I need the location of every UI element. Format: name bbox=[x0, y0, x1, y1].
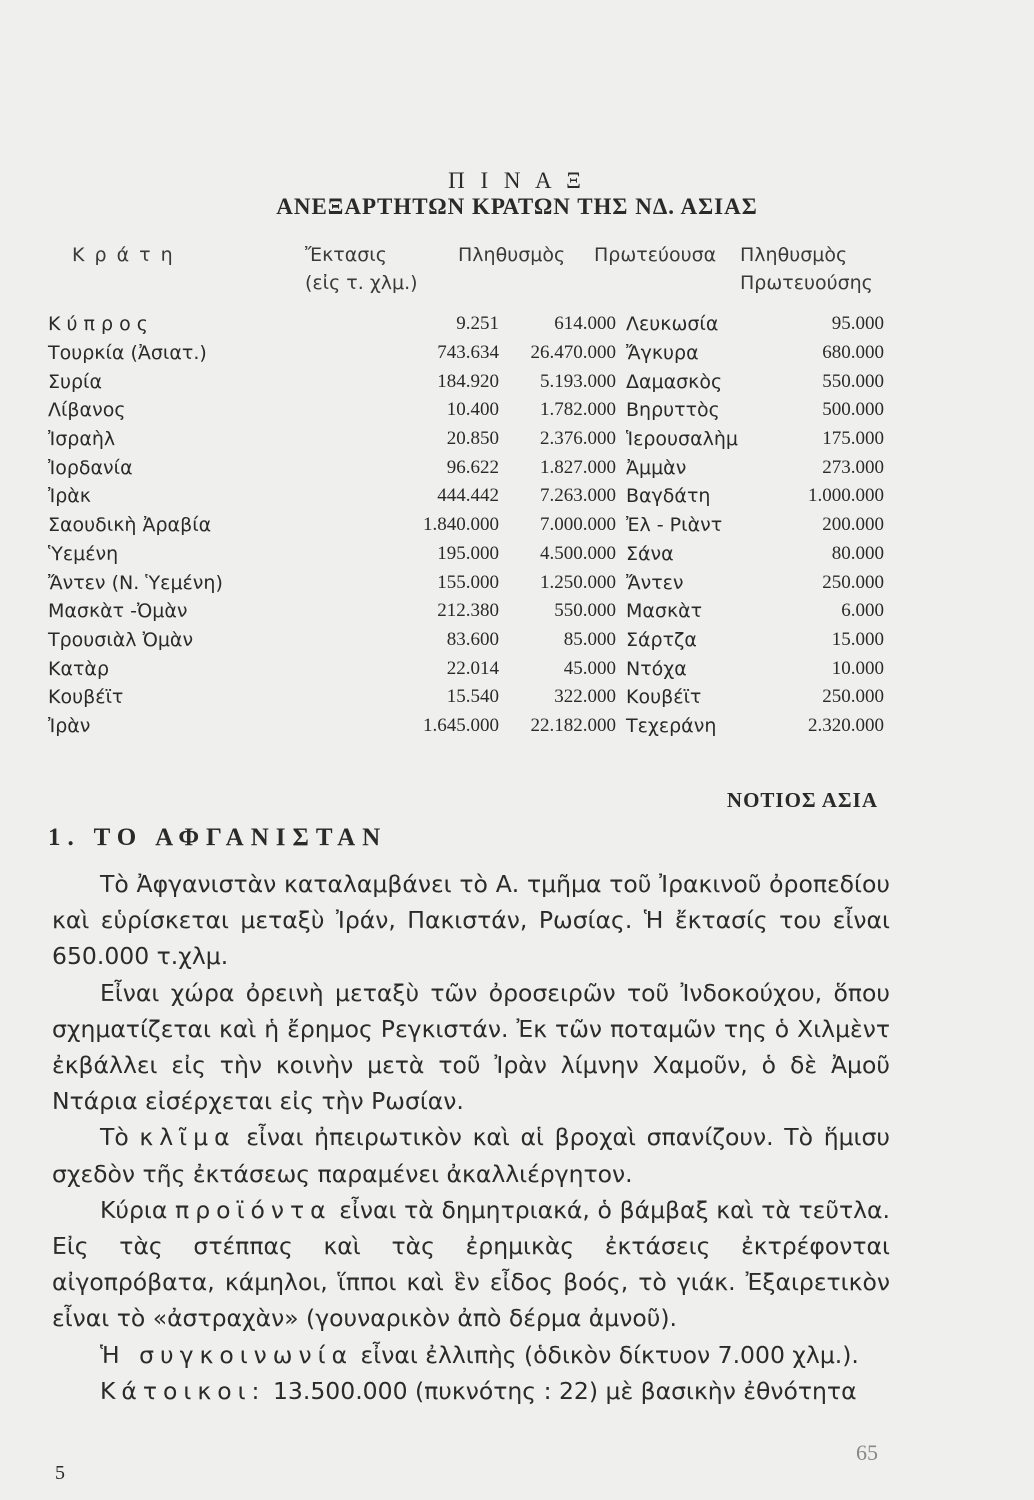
capital-population-cell: 500.000 bbox=[822, 399, 884, 421]
paragraph bbox=[52, 1119, 890, 1191]
area-cell: 444.442 bbox=[437, 485, 499, 507]
state-cell: Μασκὰτ -Ὀμὰν bbox=[48, 600, 188, 623]
capital-population-cell: 80.000 bbox=[831, 542, 884, 564]
table-row bbox=[48, 626, 884, 655]
state-cell: Τρουσιὰλ Ὀμὰν bbox=[48, 628, 194, 651]
paragraph bbox=[52, 1373, 890, 1409]
population-cell: 322.000 bbox=[554, 686, 616, 708]
capital-cell: Τεχεράνη bbox=[626, 714, 717, 737]
population-cell: 26.470.000 bbox=[530, 342, 616, 364]
area-cell: 83.600 bbox=[446, 628, 499, 650]
capital-population-cell: 10.000 bbox=[831, 657, 884, 679]
text: εἶναι ἐλλιπὴς (ὁδικὸν δίκτυον 7.000 χλμ.). bbox=[360, 1340, 859, 1369]
area-cell: 20.850 bbox=[446, 428, 499, 450]
capital-population-cell: 175.000 bbox=[822, 428, 884, 450]
capital-cell: Ἄγκυρα bbox=[626, 342, 699, 365]
population-cell: 1.827.000 bbox=[540, 456, 616, 478]
paragraph: Τὸ Ἀφγανιστὰν καταλαμβάνει τὸ Α. τμῆμα τοῦ Ἰρακινοῦ ὀροπεδίου καὶ εὑρίσκεται μεταξὺ Ἰράν, Πακιστάν, Ρωσίας. Ἡ ἔκτασίς του εἶναι 650.000 τ.χλμ. bbox=[52, 870, 890, 971]
population-cell: 550.000 bbox=[554, 600, 616, 622]
text: εἶναι τὰ δημητριακά, ὁ βάμβαξ καὶ τὰ τεῦτλα. Εἰς τὰς στέππας καὶ τὰς ἐρημικὰς ἐκτάσεις ἐκτρέφονται αἰγοπρόβατα, κάμηλοι, ἵπποι καὶ ἓν εἶδος βοός, τὸ γιάκ. Ἐξαιρετικὸν εἶναι τὸ «ἀστραχὰν» (γουναρικὸν ἀπὸ δέρμα ἀμνοῦ). bbox=[52, 1195, 890, 1333]
table-row bbox=[48, 683, 884, 712]
area-cell: 1.645.000 bbox=[423, 714, 499, 736]
capital-cell: Ἐλ - Ριὰντ bbox=[626, 514, 723, 537]
area-cell: 743.634 bbox=[437, 342, 499, 364]
capital-population-cell: 6.000 bbox=[841, 600, 884, 622]
capital-cell: Κουβέϊτ bbox=[626, 686, 702, 709]
header-area: Ἔκτασις bbox=[305, 244, 387, 266]
capital-cell: Λευκωσία bbox=[626, 313, 719, 336]
population-cell: 22.182.000 bbox=[530, 714, 616, 736]
header-area-unit: (εἰς τ. χλμ.) bbox=[305, 272, 418, 294]
page-number: 65 bbox=[856, 1440, 878, 1465]
population-cell: 2.376.000 bbox=[540, 428, 616, 450]
table-subtitle: ΑΝΕΞΑΡΤΗΤΩΝ ΚΡΑΤΩΝ ΤΗΣ ΝΔ. ΑΣΙΑΣ bbox=[276, 194, 758, 219]
capital-population-cell: 1.000.000 bbox=[808, 485, 884, 507]
spaced-term: Ἡ συγκοινωνία bbox=[100, 1340, 354, 1369]
capital-population-cell: 550.000 bbox=[822, 370, 884, 392]
population-cell: 1.250.000 bbox=[540, 571, 616, 593]
header-capital-population: Πληθυσμὸς bbox=[740, 244, 848, 266]
area-cell: 155.000 bbox=[437, 571, 499, 593]
table-row bbox=[48, 453, 884, 482]
capital-population-cell: 95.000 bbox=[831, 313, 884, 335]
text: εἶναι ἠπειρωτικὸν καὶ αἱ βροχαὶ σπανίζουν. Τὸ ἥμισυ σχεδὸν τῆς ἐκτάσεως παραμένει ἀκαλλιέργητον. bbox=[52, 1123, 890, 1188]
population-cell: 85.000 bbox=[563, 628, 616, 650]
table-row bbox=[48, 540, 884, 569]
capital-population-cell: 250.000 bbox=[822, 686, 884, 708]
table-row bbox=[48, 482, 884, 511]
state-cell: Ἰσραὴλ bbox=[48, 428, 116, 451]
paragraph bbox=[52, 1337, 890, 1373]
state-cell: Σαουδικὴ Ἀραβία bbox=[48, 514, 212, 537]
chapter-number: 1. bbox=[48, 824, 81, 851]
capital-population-cell: 15.000 bbox=[831, 628, 884, 650]
text: Κύρια bbox=[100, 1195, 168, 1224]
state-cell: Λίβανος bbox=[48, 399, 126, 422]
body-text bbox=[52, 866, 890, 1409]
spaced-term: Κάτοικοι: bbox=[100, 1376, 266, 1405]
capital-population-cell: 273.000 bbox=[822, 456, 884, 478]
area-cell: 1.840.000 bbox=[423, 514, 499, 536]
table-row bbox=[48, 712, 884, 741]
state-cell: Κ ύ π ρ ο ς bbox=[48, 313, 148, 336]
chapter-heading bbox=[48, 824, 387, 852]
paragraph bbox=[52, 1192, 890, 1337]
population-cell: 45.000 bbox=[563, 657, 616, 679]
table-row bbox=[48, 425, 884, 454]
spaced-term: προϊόντα bbox=[175, 1195, 332, 1224]
text: 13.500.000 (πυκνότης : 22) μὲ βασικὴν ἐθνότητα bbox=[272, 1376, 857, 1405]
capital-population-cell: 2.320.000 bbox=[808, 714, 884, 736]
state-cell: Ἰρὰκ bbox=[48, 485, 92, 508]
population-cell: 614.000 bbox=[554, 313, 616, 335]
population-cell: 4.500.000 bbox=[540, 542, 616, 564]
spaced-term: κλῖμα bbox=[139, 1123, 236, 1152]
state-cell: Ὑεμένη bbox=[48, 542, 119, 565]
capital-cell: Ἄντεν bbox=[626, 571, 684, 594]
states-table bbox=[48, 310, 884, 740]
state-cell: Κουβέϊτ bbox=[48, 686, 124, 709]
area-cell: 9.251 bbox=[456, 313, 499, 335]
capital-population-cell: 200.000 bbox=[822, 514, 884, 536]
population-cell: 5.193.000 bbox=[540, 370, 616, 392]
capital-cell: Βηρυττὸς bbox=[626, 399, 720, 422]
capital-cell: Ἱερουσαλὴμ bbox=[626, 428, 738, 451]
area-cell: 212.380 bbox=[437, 600, 499, 622]
capital-cell: Ἀμμὰν bbox=[626, 456, 687, 479]
table-row bbox=[48, 654, 884, 683]
capital-cell: Δαμασκὸς bbox=[626, 370, 723, 393]
table-row bbox=[48, 367, 884, 396]
table-row bbox=[48, 511, 884, 540]
capital-cell: Βαγδάτη bbox=[626, 485, 711, 508]
population-cell: 7.263.000 bbox=[540, 485, 616, 507]
capital-population-cell: 250.000 bbox=[822, 571, 884, 593]
area-cell: 15.540 bbox=[446, 686, 499, 708]
state-cell: Τουρκία (Ἀσιατ.) bbox=[48, 342, 207, 365]
header-states: Κ ρ ά τ η bbox=[72, 244, 175, 266]
table-row bbox=[48, 310, 884, 339]
area-cell: 184.920 bbox=[437, 370, 499, 392]
area-cell: 10.400 bbox=[446, 399, 499, 421]
area-cell: 96.622 bbox=[446, 456, 499, 478]
population-cell: 7.000.000 bbox=[540, 514, 616, 536]
table-row bbox=[48, 568, 884, 597]
state-cell: Συρία bbox=[48, 370, 103, 393]
table-row bbox=[48, 339, 884, 368]
area-cell: 195.000 bbox=[437, 542, 499, 564]
capital-cell: Σάρτζα bbox=[626, 628, 697, 651]
chapter-title: ΤΟ ΑΦΓΑΝΙΣΤΑΝ bbox=[93, 824, 388, 851]
state-cell: Κατὰρ bbox=[48, 657, 110, 680]
area-cell: 22.014 bbox=[446, 657, 499, 679]
header-population: Πληθυσμὸς bbox=[458, 244, 566, 266]
state-cell: Ἄντεν (Ν. Ὑεμένη) bbox=[48, 571, 223, 594]
section-title: ΝΟΤΙΟΣ ΑΣΙΑ bbox=[726, 788, 878, 812]
capital-cell: Ντόχα bbox=[626, 657, 687, 680]
capital-cell: Μασκὰτ bbox=[626, 600, 703, 623]
capital-population-cell: 680.000 bbox=[822, 342, 884, 364]
state-cell: Ἰρὰν bbox=[48, 714, 91, 737]
text: Τὸ bbox=[100, 1123, 129, 1152]
state-cell: Ἰορδανία bbox=[48, 456, 133, 479]
header-capital: Πρωτεύουσα bbox=[594, 244, 717, 266]
capital-cell: Σάνα bbox=[626, 542, 674, 565]
header-capital-population-2: Πρωτευούσης bbox=[740, 272, 873, 294]
population-cell: 1.782.000 bbox=[540, 399, 616, 421]
signature-mark: 5 bbox=[55, 1462, 65, 1484]
table-title: Π Ι Ν Α Ξ bbox=[448, 168, 586, 193]
table-row bbox=[48, 396, 884, 425]
paragraph: Εἶναι χώρα ὀρεινὴ μεταξὺ τῶν ὀροσειρῶν τοῦ Ἰνδοκούχου, ὅπου σχηματίζεται καὶ ἡ ἔρημος Ρεγκιστάν. Ἐκ τῶν ποταμῶν της ὁ Χιλμὲντ ἐκβάλλει εἰς τὴν κοινὴν μετὰ τοῦ Ἰρὰν λίμνην Χαμοῦν, ὁ δὲ Ἀμοῦ Ντάρια εἰσέρχεται εἰς τὴν Ρωσίαν. bbox=[52, 978, 890, 1116]
table-row bbox=[48, 597, 884, 626]
